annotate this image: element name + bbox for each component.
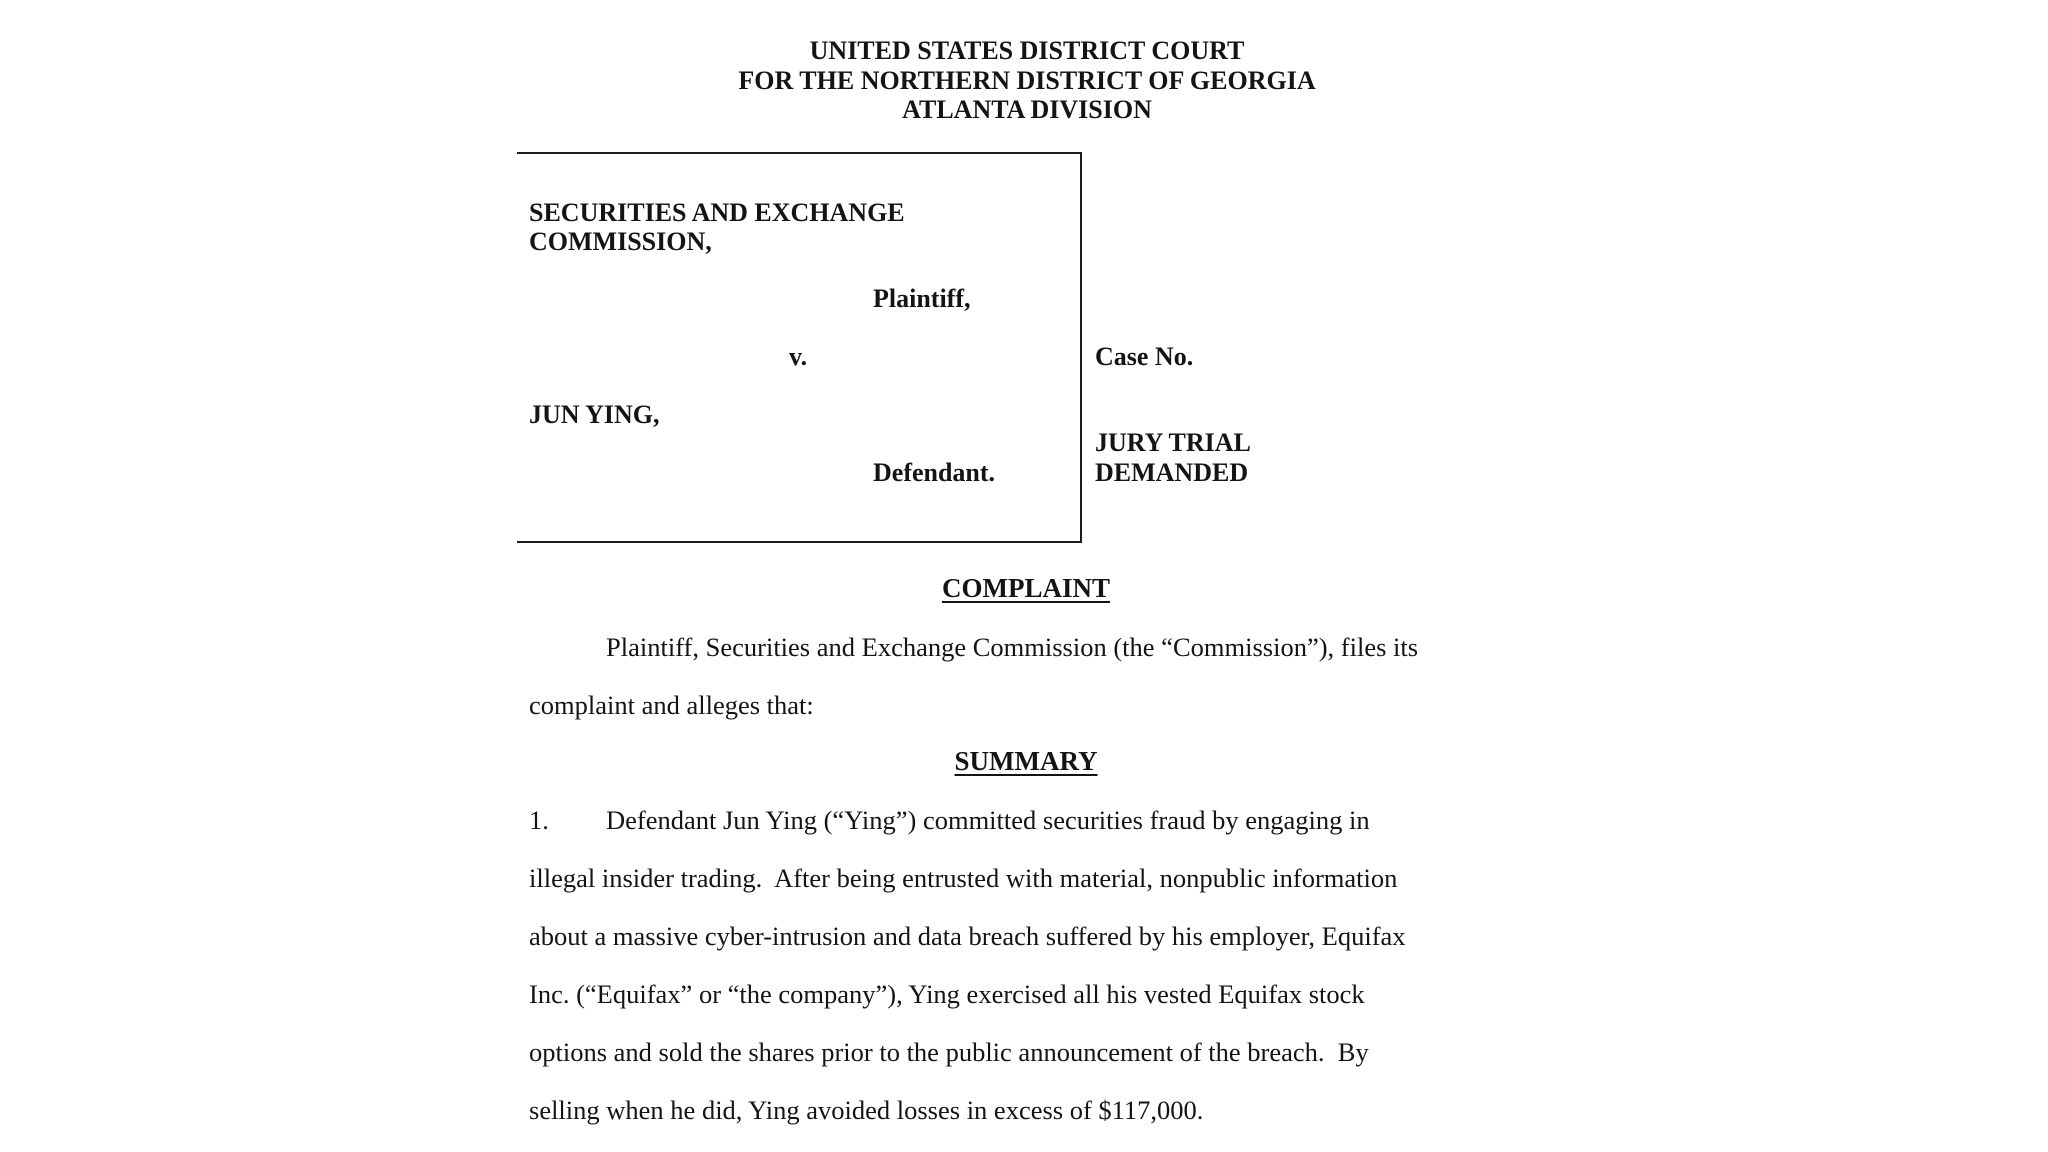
court-district: FOR THE NORTHERN DISTRICT OF GEORGIA (738, 66, 1316, 95)
summary-line-6: selling when he did, Ying avoided losses in excess of $117,000. (529, 1095, 1204, 1125)
defendant-role: Defendant. (873, 458, 996, 487)
versus-label: v. (789, 342, 808, 371)
jury-trial-line1: JURY TRIAL (1095, 428, 1251, 457)
summary-line-1: Defendant Jun Ying (“Ying”) committed securities fraud by engaging in (606, 805, 1370, 835)
plaintiff-name-line1: SECURITIES AND EXCHANGE (529, 198, 905, 227)
summary-line-2: illegal insider trading. After being entrusted with material, nonpublic information (529, 863, 1398, 893)
summary-line-3: about a massive cyber-intrusion and data breach suffered by his employer, Equifax (529, 921, 1406, 951)
plaintiff-role: Plaintiff, (873, 284, 971, 313)
jury-trial-line2: DEMANDED (1095, 458, 1249, 487)
court-division: ATLANTA DIVISION (902, 95, 1152, 124)
intro-line-1: Plaintiff, Securities and Exchange Commission (the “Commission”), files its (606, 632, 1419, 662)
complaint-heading: COMPLAINT (942, 573, 1110, 603)
case-number-label: Case No. (1095, 342, 1194, 371)
summary-line-4: Inc. (“Equifax” or “the company”), Ying exercised all his vested Equifax stock (529, 979, 1365, 1009)
court-name: UNITED STATES DISTRICT COURT (809, 36, 1245, 65)
defendant-name: JUN YING, (529, 400, 660, 429)
paragraph-number: 1. (529, 805, 549, 835)
intro-line-2: complaint and alleges that: (529, 690, 814, 720)
summary-heading: SUMMARY (954, 746, 1098, 776)
plaintiff-name-line2: COMMISSION, (529, 227, 712, 256)
summary-line-5: options and sold the shares prior to the public announcement of the breach. By (529, 1037, 1369, 1067)
